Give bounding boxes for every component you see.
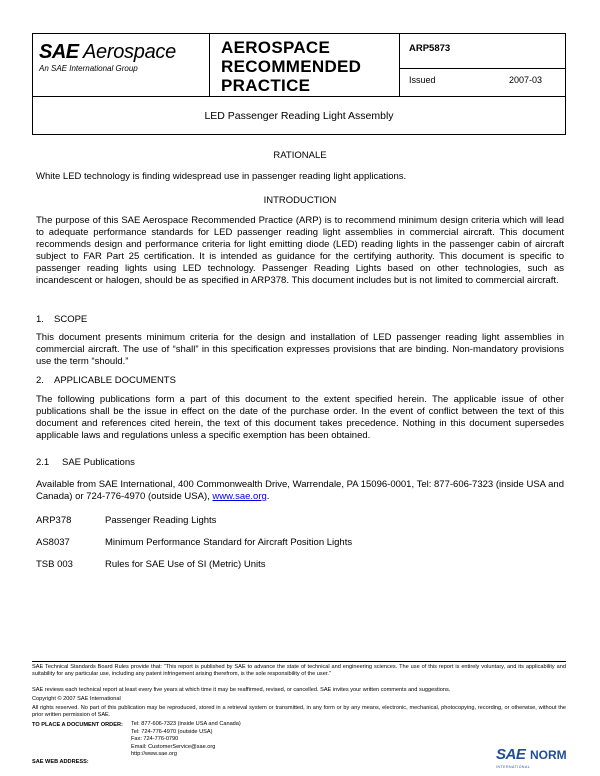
order-label: TO PLACE A DOCUMENT ORDER: (32, 722, 123, 728)
footer-review: SAE reviews each technical report at least every five years at which time it may be reaffirmed, revised, or cancelled. SAE invites your written comments and suggestions. (32, 687, 451, 693)
document-type (221, 38, 361, 95)
sae-logo-mark: SAE (39, 41, 79, 63)
document-type-line: RECOMMENDED (221, 57, 362, 76)
sentence-end: . (266, 491, 270, 502)
reference-code: TSB 003 (36, 559, 73, 570)
introduction-heading: INTRODUCTION (263, 195, 337, 206)
document-type-line: PRACTICE (221, 76, 311, 95)
introduction-text: The purpose of this SAE Aerospace Recommended Practice (ARP) is to recommend minimum design criteria which will lead to adequate performance standards for LED passenger reading light assemblies in commercial aircraft. This document recommends design and performance criteria for light emitting diode (LED) reading lights in the passenger cabin of aircraft subject to FAR Part 25 certification. It is intended as guidance for the certifying authority. This document is specific to passenger reading lights using LED technology. Passenger Reading Lights based on other technologies, such as incandescent or halogen, should be as specified in ARP378. This document includes but is not limited to commercial aircraft. (36, 215, 564, 286)
sae-logo-subtitle: An SAE International Group (39, 64, 138, 73)
rationale-text: White LED technology is finding widespread use in passenger reading light applications. (36, 171, 407, 182)
sae-website-link[interactable]: www.sae.org (212, 491, 267, 502)
applicable-documents-text: The following publications form a part of this document to the extent specified herein. The applicable issue of other publications shall be the issue in effect on the date of the purchase order. In the event of conflict between the text of this document and references cited herein, the text of this document takes precedence. Nothing in this document supersedes applicable laws and regulations unless a specific exemption has been obtained. (36, 394, 564, 441)
section-number: 2.1 (36, 457, 50, 468)
footer-rights: All rights reserved. No part of this publication may be reproduced, stored in a retrieval system or transmitted, in any form or by any means, electronic, mechanical, photocopying, recording, or otherwise, without the prior written permission of SAE. (32, 705, 566, 719)
reference-code: ARP378 (36, 515, 72, 526)
applicable-documents-heading: APPLICABLE DOCUMENTS (54, 375, 176, 386)
document-title: LED Passenger Reading Light Assembly (32, 97, 566, 135)
norm-logo-mark: SAE (496, 746, 526, 763)
footer-rule (32, 661, 566, 662)
reference-title: Rules for SAE Use of SI (Metric) Units (105, 559, 266, 570)
header-divider (209, 34, 210, 96)
document-type-line: AEROSPACE (221, 38, 331, 57)
web-address[interactable]: http://www.sae.org (131, 751, 178, 758)
section-number: 1. (36, 314, 44, 325)
order-contact-line: Tel: 877-606-7323 (inside USA and Canada) (131, 721, 241, 727)
section-number: 2. (36, 375, 44, 386)
sae-logo-aerospace: Aerospace (83, 41, 176, 63)
order-contacts (131, 721, 241, 759)
sae-norm-logo (496, 746, 588, 772)
norm-logo-word: NORM (530, 748, 567, 762)
order-contact-line: Tel: 724-776-4970 (outside USA) (131, 728, 213, 735)
document-number: ARP5873 (409, 43, 451, 54)
reference-title: Passenger Reading Lights (105, 515, 217, 526)
scope-text: This document presents minimum criteria for the design and installation of LED passenger reading light assemblies in commercial aircraft. The use of “shall” in this specification expresses provisions that are binding. Non-mandatory provisions use the term “should.” (36, 332, 564, 367)
header-divider (399, 34, 400, 96)
order-contact-line: Fax: 724-776-0790 (131, 736, 179, 743)
web-address-label: SAE WEB ADDRESS: (32, 759, 89, 765)
document-header (32, 33, 566, 97)
sae-publications-heading: SAE Publications (62, 457, 135, 468)
reference-title: Minimum Performance Standard for Aircraft Position Lights (105, 537, 353, 548)
sae-publications-body: Available from SAE International, 400 Commonwealth Drive, Warrendale, PA 15096-0001, Tel: 877-606-7323 (inside USA and Canada) or 724-776-4970 (outside USA), (36, 479, 564, 502)
issued-label: Issued (409, 75, 436, 85)
sae-publications-text (36, 479, 564, 503)
scope-heading: SCOPE (54, 314, 88, 325)
order-contact-line: Email: CustomerService@sae.org (131, 743, 216, 750)
header-divider (399, 68, 566, 69)
footer-policy: SAE Technical Standards Board Rules provide that: “This report is published by SAE to advance the state of technical and engineering sciences. The use of this report is entirely voluntary, and its applicability and suitability for any particular use, including any patent infringement arising therefrom, is the sole responsibility of the user.” (32, 664, 566, 678)
rationale-heading: RATIONALE (273, 150, 327, 161)
issued-date: 2007-03 (509, 75, 543, 85)
reference-code: AS8037 (36, 537, 70, 548)
footer-copyright: Copyright © 2007 SAE International (32, 696, 121, 702)
norm-logo-sub: INTERNATIONAL (496, 765, 531, 769)
